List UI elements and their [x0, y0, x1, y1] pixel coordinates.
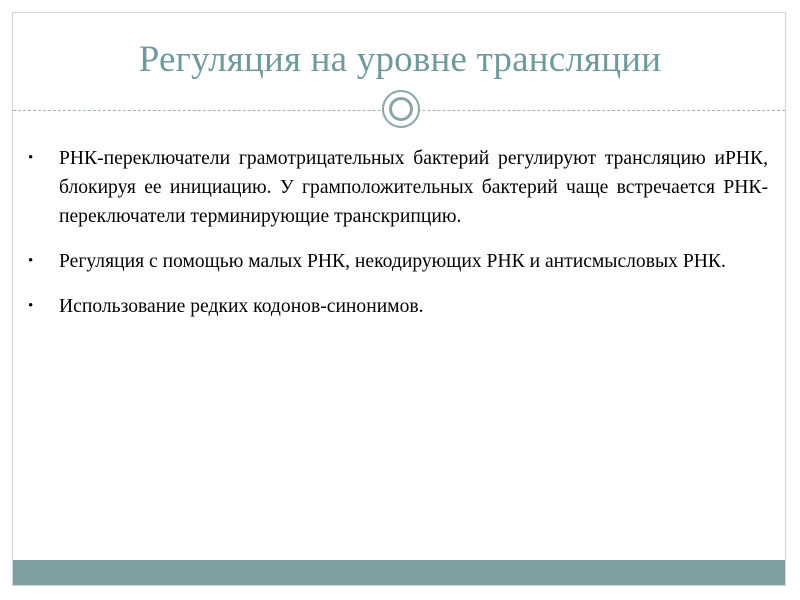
circle-ornament-inner — [389, 97, 413, 121]
bullet-text: Использование редких кодонов-синонимов. — [59, 296, 424, 317]
bullet-icon: • — [28, 253, 34, 269]
bullet-icon: • — [28, 150, 34, 166]
circle-ornament-icon — [382, 90, 420, 128]
bullet-list — [26, 144, 768, 337]
bullet-item — [26, 144, 768, 231]
footer-bar — [13, 560, 785, 585]
bullet-text: РНК-переключатели грамотрицательных бактерий регулируют трансляцию иРНК, блокируя ее инициацию. У грамположительных бактерий чаще встречается РНК-переключатели терминирующие транскрипцию. — [59, 148, 768, 227]
bullet-text: Регуляция с помощью малых РНК, некодирующих РНК и антисмысловых РНК. — [59, 251, 726, 272]
bullet-icon: • — [28, 298, 34, 314]
slide-title: Регуляция на уровне трансляции — [138, 39, 662, 80]
bullet-item — [26, 247, 768, 276]
bullet-item — [26, 292, 768, 321]
